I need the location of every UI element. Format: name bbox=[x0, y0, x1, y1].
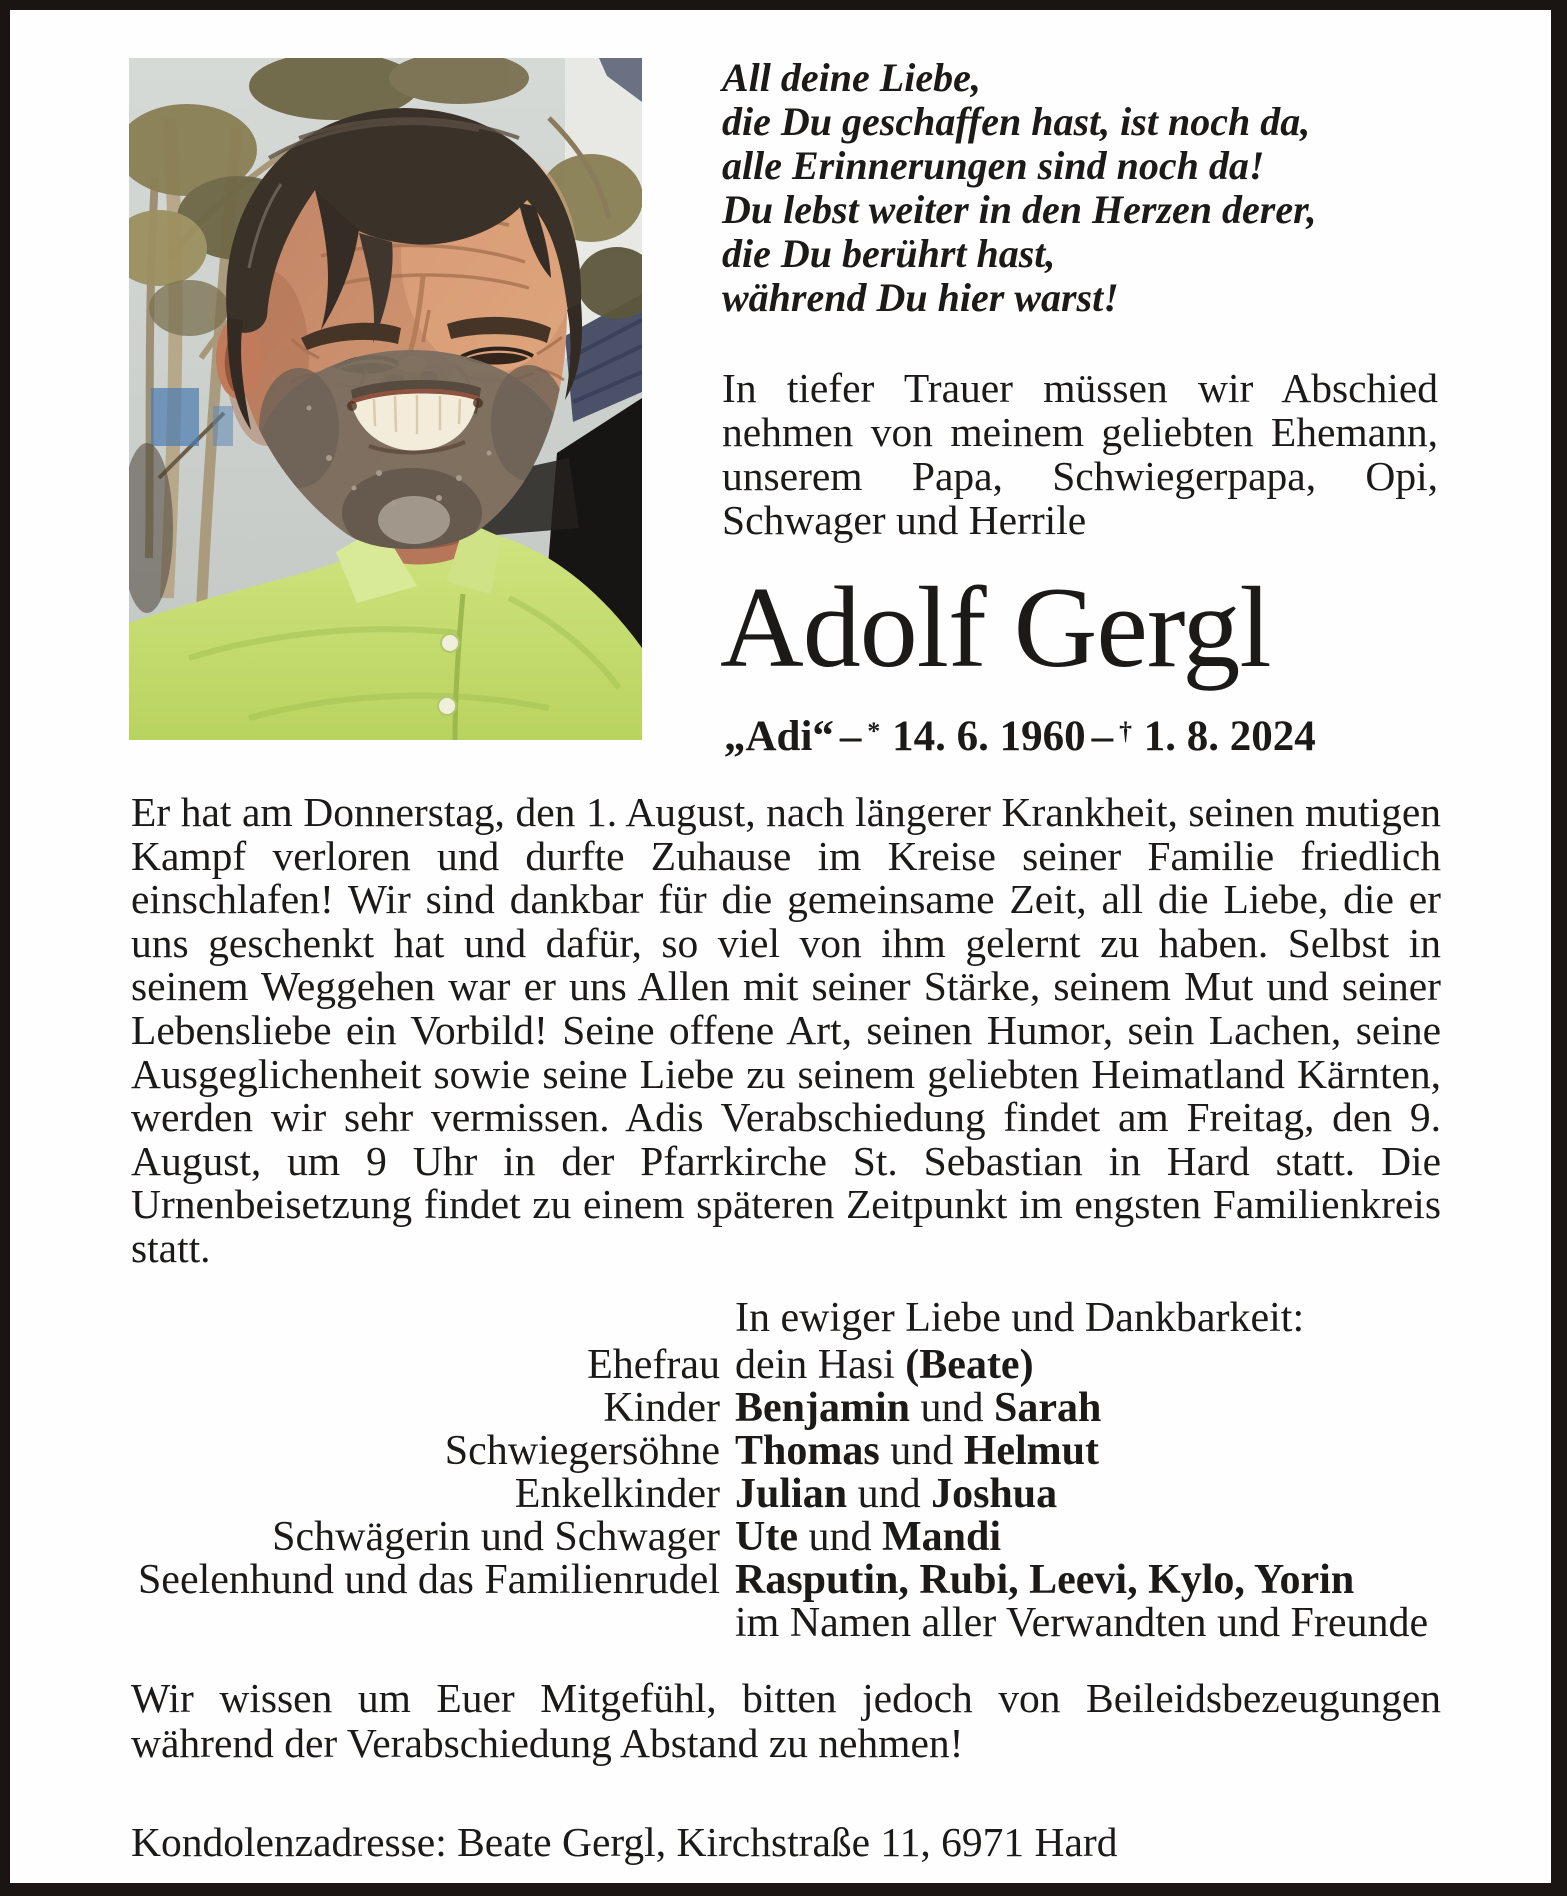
family-text: dein Hasi bbox=[735, 1342, 906, 1388]
family-member-names bbox=[735, 1430, 1442, 1473]
portrait-photo bbox=[129, 58, 642, 740]
family-member-name: Julian bbox=[735, 1471, 848, 1517]
family-text: und bbox=[910, 1385, 995, 1431]
family-row bbox=[112, 1430, 1442, 1473]
family-member-name: Rasputin, Rubi, Leevi, Kylo, Yorin bbox=[735, 1557, 1355, 1603]
family-relation-label: Schwägerin und Schwager bbox=[272, 1514, 720, 1560]
family-member-names bbox=[735, 1344, 1442, 1387]
family-member-name: Thomas bbox=[735, 1428, 880, 1474]
family-member-names bbox=[735, 1602, 1442, 1645]
poem-line: Du lebst weiter in den Herzen derer, bbox=[722, 187, 1317, 232]
family-row bbox=[112, 1559, 1442, 1602]
condolence-note: Wir wissen um Euer Mitgefühl, bitten jedoch von Beileidsbezeugungen während der Verabschiedung Abstand zu nehmen! bbox=[131, 1675, 1441, 1766]
family-text: im Namen aller Verwandten und Freunde bbox=[735, 1600, 1429, 1646]
family-member-name: Mandi bbox=[881, 1514, 1001, 1560]
condolence-address: Kondolenzadresse: Beate Gergl, Kirchstraße 11, 6971 Hard bbox=[131, 1819, 1118, 1865]
dash: – bbox=[839, 712, 862, 760]
family-member-name: Helmut bbox=[963, 1428, 1100, 1474]
gratitude-intro: In ewiger Liebe und Dankbarkeit: bbox=[735, 1295, 1305, 1341]
poem bbox=[722, 56, 1452, 320]
family-row bbox=[112, 1602, 1442, 1645]
family-member-names bbox=[735, 1559, 1442, 1602]
birth-date: 14. 6. 1960 bbox=[892, 712, 1086, 760]
mourning-intro: In tiefer Trauer müssen wir Abschied nehmen von meinem geliebten Ehemann, unserem Papa, Schwiegerpapa, Opi, Schwager und Herrile bbox=[722, 365, 1438, 543]
poem-line: alle Erinnerungen sind noch da! bbox=[722, 143, 1265, 188]
obituary-text: Er hat am Donnerstag, den 1. August, nach längerer Krankheit, seinen mutigen Kampf verloren und durfte Zuhause im Kreise seiner Familie friedlich einschlafen! Wir sind dankbar für die gemeinsame Zeit, all die Liebe, die er uns geschenkt hat und dafür, so viel von ihm gelernt zu haben. Selbst in seinem Weggehen war er uns Allen mit seiner Stärke, seinem Mut und seiner Lebensliebe ein Vorbild! Seine offene Art, seinen Humor, sein Lachen, seine Ausgeglichenheit sowie seine Liebe zu seinem geliebten Heimatland Kärnten, werden wir sehr vermissen. Adis Verabschiedung findet am Freitag, den 9. August, um 9 Uhr in der Pfarrkirche St. Sebastian in Hard statt. Die Urnenbeisetzung findet zu einem späteren Zeitpunkt im engsten Familienkreis statt. bbox=[131, 789, 1441, 1271]
family-text: und bbox=[879, 1428, 964, 1474]
family-relation-label: Schwiegersöhne bbox=[444, 1428, 720, 1474]
dash: – bbox=[1091, 712, 1114, 760]
family-member-name: Benjamin bbox=[735, 1385, 911, 1431]
family-relation-label: Ehefrau bbox=[587, 1342, 720, 1388]
family-relation-label: Kinder bbox=[603, 1385, 720, 1431]
family-text: und bbox=[797, 1514, 882, 1560]
family-row bbox=[112, 1473, 1442, 1516]
family-member-names bbox=[735, 1473, 1442, 1516]
family-row bbox=[112, 1387, 1442, 1430]
family-list bbox=[112, 1344, 1442, 1645]
family-member-names bbox=[735, 1516, 1442, 1559]
family-row bbox=[112, 1344, 1442, 1387]
poem-line: die Du geschaffen hast, ist noch da, bbox=[722, 99, 1311, 144]
nickname: „Adi“ bbox=[724, 712, 834, 760]
family-relation-label: Enkelkinder bbox=[514, 1471, 720, 1517]
poem-line: die Du berührt hast, bbox=[722, 231, 1056, 276]
family-relation-label bbox=[112, 1602, 720, 1645]
family-text: und bbox=[847, 1471, 932, 1517]
poem-line: während Du hier warst! bbox=[722, 275, 1119, 320]
death-cross-symbol: † bbox=[1119, 716, 1133, 745]
poem-line: All deine Liebe, bbox=[722, 55, 981, 100]
family-row bbox=[112, 1516, 1442, 1559]
deceased-name: Adolf Gergl bbox=[720, 564, 1271, 692]
family-member-name: Sarah bbox=[994, 1385, 1102, 1431]
family-member-name: Ute bbox=[735, 1514, 798, 1560]
family-relation-label: Seelenhund und das Familienrudel bbox=[137, 1557, 720, 1603]
death-date: 1. 8. 2024 bbox=[1143, 712, 1316, 760]
portrait-photo-art bbox=[129, 58, 642, 740]
family-member-name: (Beate) bbox=[905, 1342, 1034, 1388]
family-member-name: Joshua bbox=[931, 1471, 1058, 1517]
family-member-names bbox=[735, 1387, 1442, 1430]
life-dates bbox=[724, 708, 1484, 760]
birth-star-symbol: * bbox=[867, 716, 882, 745]
